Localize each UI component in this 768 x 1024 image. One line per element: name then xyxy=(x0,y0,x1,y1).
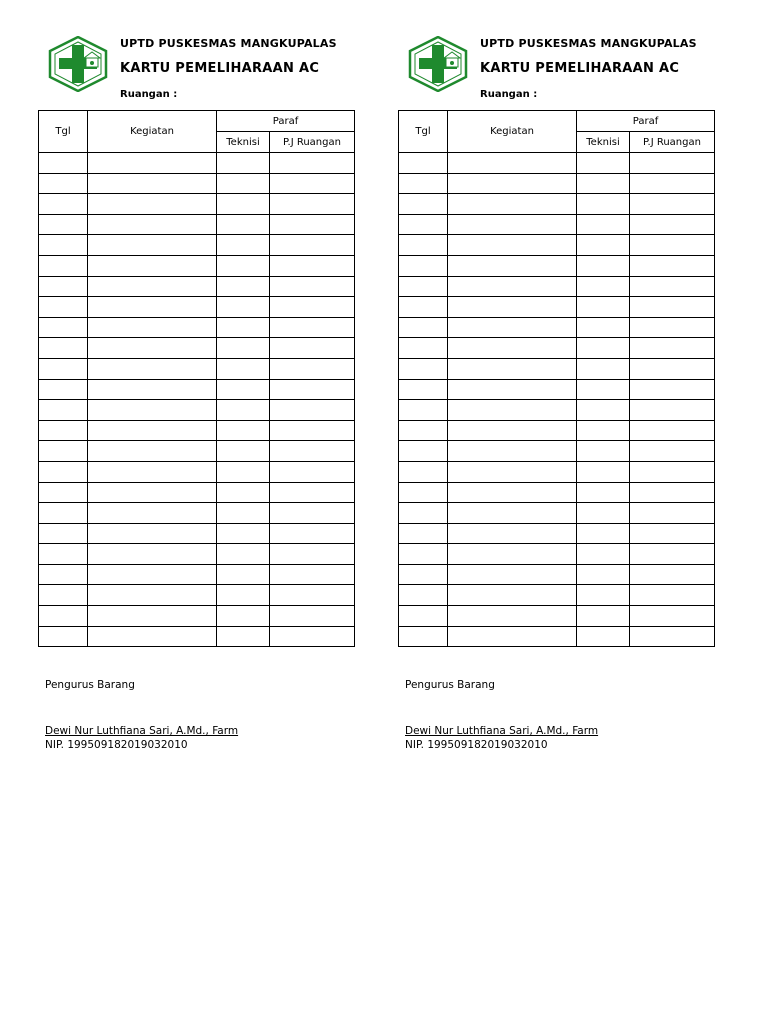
date-cell xyxy=(39,173,88,194)
technician-paraf-cell xyxy=(217,420,270,441)
org-name: UPTD PUSKESMAS MANGKUPALAS xyxy=(120,37,337,50)
pj-paraf-cell xyxy=(270,358,355,379)
signature-role: Pengurus Barang xyxy=(45,679,135,691)
table-row xyxy=(399,606,715,627)
date-cell xyxy=(39,214,88,235)
activity-cell xyxy=(448,503,577,524)
table-row xyxy=(39,523,355,544)
table-row xyxy=(39,420,355,441)
date-cell xyxy=(399,503,448,524)
date-cell xyxy=(39,626,88,647)
activity-cell xyxy=(448,153,577,174)
activity-cell xyxy=(88,194,217,215)
pj-paraf-cell xyxy=(630,503,715,524)
table-row xyxy=(399,358,715,379)
date-cell xyxy=(399,564,448,585)
technician-paraf-cell xyxy=(217,194,270,215)
technician-paraf-cell xyxy=(577,338,630,359)
date-cell xyxy=(39,606,88,627)
card-title: KARTU PEMELIHARAAN AC xyxy=(480,61,680,76)
date-cell xyxy=(399,153,448,174)
table-row xyxy=(399,297,715,318)
table-row xyxy=(39,173,355,194)
date-cell xyxy=(39,400,88,421)
activity-cell xyxy=(448,194,577,215)
technician-paraf-cell xyxy=(217,173,270,194)
date-cell xyxy=(39,461,88,482)
date-cell xyxy=(39,482,88,503)
date-cell xyxy=(399,626,448,647)
pj-paraf-cell xyxy=(630,255,715,276)
date-cell xyxy=(39,297,88,318)
date-cell xyxy=(39,194,88,215)
table-row xyxy=(399,379,715,400)
date-cell xyxy=(39,544,88,565)
technician-paraf-cell xyxy=(577,153,630,174)
column-header-paraf: Paraf xyxy=(217,111,355,132)
table-row xyxy=(399,235,715,256)
date-cell xyxy=(39,153,88,174)
activity-cell xyxy=(88,235,217,256)
technician-paraf-cell xyxy=(217,214,270,235)
signature-nip: NIP. 199509182019032010 xyxy=(405,739,548,751)
date-cell xyxy=(399,255,448,276)
column-header-paraf: Paraf xyxy=(577,111,715,132)
technician-paraf-cell xyxy=(577,358,630,379)
table-row xyxy=(39,153,355,174)
pj-paraf-cell xyxy=(270,317,355,338)
pj-paraf-cell xyxy=(630,564,715,585)
table-row xyxy=(39,503,355,524)
maintenance-card-left xyxy=(38,0,378,1024)
table-row xyxy=(399,255,715,276)
technician-paraf-cell xyxy=(577,585,630,606)
table-row xyxy=(399,194,715,215)
table-row xyxy=(39,235,355,256)
activity-cell xyxy=(88,544,217,565)
pj-paraf-cell xyxy=(270,461,355,482)
pj-paraf-cell xyxy=(270,235,355,256)
pj-paraf-cell xyxy=(630,235,715,256)
table-row xyxy=(39,338,355,359)
activity-cell xyxy=(88,400,217,421)
technician-paraf-cell xyxy=(217,358,270,379)
activity-cell xyxy=(448,626,577,647)
date-cell xyxy=(399,214,448,235)
pj-paraf-cell xyxy=(270,194,355,215)
pj-paraf-cell xyxy=(630,626,715,647)
pj-paraf-cell xyxy=(270,606,355,627)
activity-cell xyxy=(448,461,577,482)
table-row xyxy=(39,379,355,400)
activity-cell xyxy=(88,276,217,297)
table-row xyxy=(399,400,715,421)
room-label: Ruangan : xyxy=(480,89,538,100)
technician-paraf-cell xyxy=(217,503,270,524)
pj-paraf-cell xyxy=(630,461,715,482)
activity-cell xyxy=(88,379,217,400)
table-row xyxy=(39,317,355,338)
technician-paraf-cell xyxy=(577,297,630,318)
technician-paraf-cell xyxy=(217,276,270,297)
date-cell xyxy=(399,235,448,256)
pj-paraf-cell xyxy=(630,420,715,441)
activity-cell xyxy=(448,420,577,441)
activity-cell xyxy=(448,564,577,585)
pj-paraf-cell xyxy=(630,194,715,215)
pj-paraf-cell xyxy=(630,379,715,400)
activity-cell xyxy=(88,317,217,338)
activity-cell xyxy=(88,153,217,174)
table-row xyxy=(399,441,715,462)
activity-cell xyxy=(88,173,217,194)
table-row xyxy=(399,585,715,606)
technician-paraf-cell xyxy=(217,564,270,585)
technician-paraf-cell xyxy=(577,441,630,462)
technician-paraf-cell xyxy=(577,194,630,215)
activity-cell xyxy=(88,297,217,318)
table-row xyxy=(399,153,715,174)
date-cell xyxy=(399,585,448,606)
date-cell xyxy=(39,338,88,359)
technician-paraf-cell xyxy=(577,544,630,565)
maintenance-table xyxy=(38,110,355,647)
activity-cell xyxy=(448,317,577,338)
table-body xyxy=(39,153,355,647)
pj-paraf-cell xyxy=(630,358,715,379)
table-row xyxy=(39,214,355,235)
table-body xyxy=(399,153,715,647)
card-title: KARTU PEMELIHARAAN AC xyxy=(120,61,320,76)
activity-cell xyxy=(448,379,577,400)
column-header-technician: Teknisi xyxy=(577,132,630,153)
activity-cell xyxy=(448,400,577,421)
activity-cell xyxy=(448,235,577,256)
technician-paraf-cell xyxy=(217,544,270,565)
activity-cell xyxy=(448,173,577,194)
activity-cell xyxy=(88,523,217,544)
technician-paraf-cell xyxy=(577,420,630,441)
date-cell xyxy=(39,317,88,338)
pj-paraf-cell xyxy=(630,153,715,174)
technician-paraf-cell xyxy=(577,173,630,194)
technician-paraf-cell xyxy=(577,317,630,338)
table-row xyxy=(39,482,355,503)
activity-cell xyxy=(88,338,217,359)
table-row xyxy=(39,626,355,647)
table-row xyxy=(399,214,715,235)
column-header-pj: P.J Ruangan xyxy=(630,132,715,153)
technician-paraf-cell xyxy=(217,441,270,462)
pj-paraf-cell xyxy=(630,606,715,627)
table-row xyxy=(39,255,355,276)
pj-paraf-cell xyxy=(270,276,355,297)
date-cell xyxy=(39,420,88,441)
pj-paraf-cell xyxy=(630,482,715,503)
technician-paraf-cell xyxy=(577,400,630,421)
technician-paraf-cell xyxy=(217,626,270,647)
technician-paraf-cell xyxy=(217,606,270,627)
date-cell xyxy=(399,420,448,441)
pj-paraf-cell xyxy=(630,338,715,359)
activity-cell xyxy=(448,441,577,462)
pj-paraf-cell xyxy=(270,255,355,276)
table-row xyxy=(399,420,715,441)
date-cell xyxy=(399,358,448,379)
table-row xyxy=(399,338,715,359)
date-cell xyxy=(39,564,88,585)
puskesmas-logo-icon xyxy=(408,36,468,92)
pj-paraf-cell xyxy=(630,214,715,235)
table-row xyxy=(399,564,715,585)
activity-cell xyxy=(448,214,577,235)
maintenance-table xyxy=(398,110,715,647)
technician-paraf-cell xyxy=(217,317,270,338)
table-row xyxy=(39,564,355,585)
column-header-date: Tgl xyxy=(399,111,448,153)
date-cell xyxy=(399,338,448,359)
pj-paraf-cell xyxy=(630,523,715,544)
pj-paraf-cell xyxy=(630,441,715,462)
technician-paraf-cell xyxy=(577,235,630,256)
date-cell xyxy=(39,235,88,256)
technician-paraf-cell xyxy=(577,564,630,585)
technician-paraf-cell xyxy=(577,482,630,503)
activity-cell xyxy=(448,544,577,565)
activity-cell xyxy=(88,420,217,441)
activity-cell xyxy=(448,606,577,627)
activity-cell xyxy=(448,297,577,318)
activity-cell xyxy=(88,441,217,462)
date-cell xyxy=(399,297,448,318)
date-cell xyxy=(399,441,448,462)
date-cell xyxy=(399,276,448,297)
activity-cell xyxy=(88,606,217,627)
date-cell xyxy=(39,523,88,544)
technician-paraf-cell xyxy=(577,214,630,235)
date-cell xyxy=(39,441,88,462)
pj-paraf-cell xyxy=(270,585,355,606)
date-cell xyxy=(399,173,448,194)
pj-paraf-cell xyxy=(630,173,715,194)
activity-cell xyxy=(448,358,577,379)
table-row xyxy=(39,297,355,318)
pj-paraf-cell xyxy=(270,626,355,647)
pj-paraf-cell xyxy=(630,276,715,297)
activity-cell xyxy=(88,585,217,606)
date-cell xyxy=(399,606,448,627)
date-cell xyxy=(399,400,448,421)
technician-paraf-cell xyxy=(577,523,630,544)
technician-paraf-cell xyxy=(577,255,630,276)
date-cell xyxy=(399,482,448,503)
puskesmas-logo-icon xyxy=(48,36,108,92)
pj-paraf-cell xyxy=(270,564,355,585)
pj-paraf-cell xyxy=(270,441,355,462)
date-cell xyxy=(399,461,448,482)
activity-cell xyxy=(448,585,577,606)
technician-paraf-cell xyxy=(217,297,270,318)
pj-paraf-cell xyxy=(630,317,715,338)
pj-paraf-cell xyxy=(270,379,355,400)
technician-paraf-cell xyxy=(577,606,630,627)
pj-paraf-cell xyxy=(630,544,715,565)
pj-paraf-cell xyxy=(630,400,715,421)
pj-paraf-cell xyxy=(270,338,355,359)
column-header-technician: Teknisi xyxy=(217,132,270,153)
activity-cell xyxy=(88,503,217,524)
table-row xyxy=(399,317,715,338)
pj-paraf-cell xyxy=(270,400,355,421)
activity-cell xyxy=(448,482,577,503)
activity-cell xyxy=(448,276,577,297)
activity-cell xyxy=(88,626,217,647)
technician-paraf-cell xyxy=(217,235,270,256)
activity-cell xyxy=(448,523,577,544)
date-cell xyxy=(39,585,88,606)
signature-nip: NIP. 199509182019032010 xyxy=(45,739,188,751)
technician-paraf-cell xyxy=(577,379,630,400)
pj-paraf-cell xyxy=(270,544,355,565)
maintenance-card-right xyxy=(398,0,738,1024)
table-row xyxy=(399,626,715,647)
table-row xyxy=(399,482,715,503)
table-row xyxy=(39,606,355,627)
pj-paraf-cell xyxy=(270,214,355,235)
activity-cell xyxy=(88,564,217,585)
signature-role: Pengurus Barang xyxy=(405,679,495,691)
pj-paraf-cell xyxy=(270,297,355,318)
date-cell xyxy=(399,544,448,565)
technician-paraf-cell xyxy=(217,153,270,174)
table-row xyxy=(399,503,715,524)
activity-cell xyxy=(448,338,577,359)
pj-paraf-cell xyxy=(270,482,355,503)
table-row xyxy=(39,400,355,421)
table-row xyxy=(39,358,355,379)
technician-paraf-cell xyxy=(577,461,630,482)
technician-paraf-cell xyxy=(217,482,270,503)
technician-paraf-cell xyxy=(217,523,270,544)
pj-paraf-cell xyxy=(270,153,355,174)
signature-name: Dewi Nur Luthfiana Sari, A.Md., Farm xyxy=(405,725,599,737)
pj-paraf-cell xyxy=(270,523,355,544)
activity-cell xyxy=(88,482,217,503)
date-cell xyxy=(39,379,88,400)
date-cell xyxy=(39,503,88,524)
technician-paraf-cell xyxy=(217,400,270,421)
column-header-date: Tgl xyxy=(39,111,88,153)
table-row xyxy=(399,173,715,194)
column-header-activity: Kegiatan xyxy=(448,111,577,153)
technician-paraf-cell xyxy=(217,585,270,606)
technician-paraf-cell xyxy=(217,338,270,359)
date-cell xyxy=(399,194,448,215)
activity-cell xyxy=(88,214,217,235)
technician-paraf-cell xyxy=(217,461,270,482)
date-cell xyxy=(39,255,88,276)
table-row xyxy=(399,461,715,482)
signature-name: Dewi Nur Luthfiana Sari, A.Md., Farm xyxy=(45,725,239,737)
activity-cell xyxy=(88,255,217,276)
table-row xyxy=(399,523,715,544)
technician-paraf-cell xyxy=(577,503,630,524)
table-row xyxy=(39,544,355,565)
table-row xyxy=(39,461,355,482)
table-row xyxy=(39,276,355,297)
date-cell xyxy=(399,379,448,400)
room-label: Ruangan : xyxy=(120,89,178,100)
pj-paraf-cell xyxy=(270,173,355,194)
activity-cell xyxy=(88,358,217,379)
technician-paraf-cell xyxy=(577,276,630,297)
activity-cell xyxy=(88,461,217,482)
technician-paraf-cell xyxy=(577,626,630,647)
table-row xyxy=(399,276,715,297)
technician-paraf-cell xyxy=(217,255,270,276)
date-cell xyxy=(39,276,88,297)
date-cell xyxy=(39,358,88,379)
column-header-activity: Kegiatan xyxy=(88,111,217,153)
pj-paraf-cell xyxy=(270,503,355,524)
pj-paraf-cell xyxy=(270,420,355,441)
org-name: UPTD PUSKESMAS MANGKUPALAS xyxy=(480,37,697,50)
table-row xyxy=(39,585,355,606)
pj-paraf-cell xyxy=(630,585,715,606)
date-cell xyxy=(399,317,448,338)
table-row xyxy=(39,441,355,462)
date-cell xyxy=(399,523,448,544)
table-row xyxy=(399,544,715,565)
table-row xyxy=(39,194,355,215)
column-header-pj: P.J Ruangan xyxy=(270,132,355,153)
pj-paraf-cell xyxy=(630,297,715,318)
technician-paraf-cell xyxy=(217,379,270,400)
activity-cell xyxy=(448,255,577,276)
